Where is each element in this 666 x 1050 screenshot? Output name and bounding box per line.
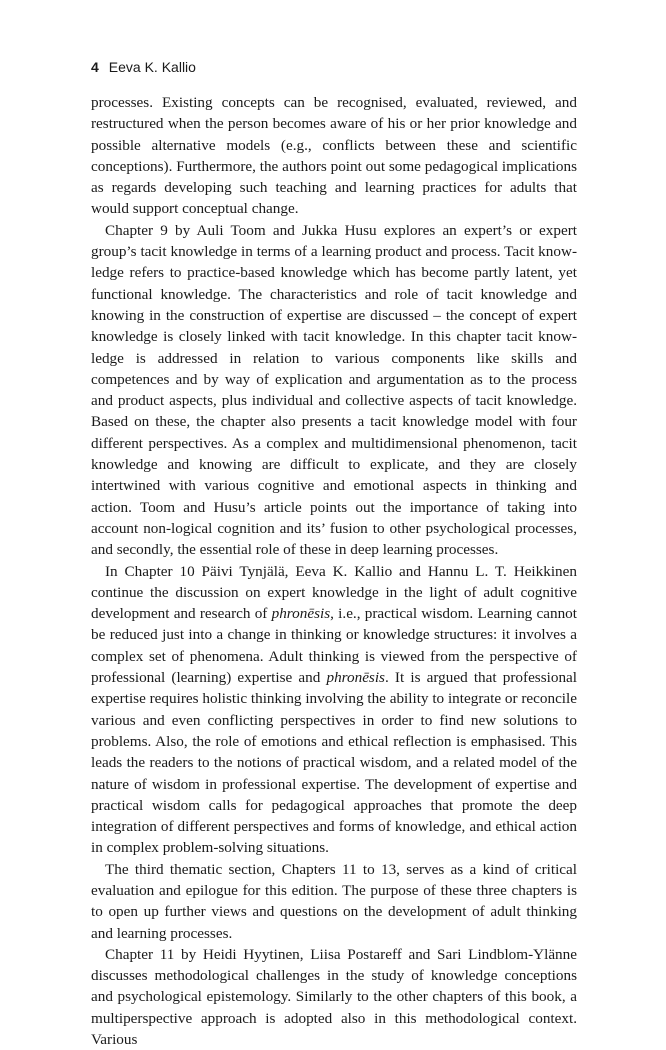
running-head: [91, 58, 196, 76]
running-title: Eeva K. Kallio: [108, 59, 196, 75]
term-phronesis: phronēsis: [271, 605, 331, 623]
paragraph-1: processes. Existing concepts can be recognised, evaluated, reviewed, and restructured when the person becomes aware of his or her prior knowledge and possible alternative models (e.g., conflicts between these and scientific conceptions). Furthermore, the authors point out some pedagogical implications as regards developing such teaching and learning practices for adults that would support conceptual change.: [91, 94, 577, 218]
paragraph-3-text-b: , i.e., practical wisdom. Learning cannot be reduced just into a change in thinking or knowledge structures: it involves a complex set of phenomena. Adult thinking is viewed from the perspective of professional (learning) expertise and: [91, 605, 577, 687]
paragraph-2: Chapter 9 by Auli Toom and Jukka Husu explores an expert’s or expert group’s tacit knowledge in terms of a learning product and process. Tacit knowledge refers to practice-based knowledge which has become partly latent, yet functional knowledge. The characteristics and role of tacit knowledge and knowing in the construction of expertise are discussed – the concept of expert knowledge is closely linked with tacit knowledge. In this chapter tacit knowledge is addressed in relation to various components like skills and competences and by way of explication and argumentation as to the process and product aspects, plus individual and collective aspects of tacit knowledge. Based on these, the chapter also presents a tacit knowledge model with four different perspectives. As a complex and multidimensional phenomenon, tacit knowledge and knowing are difficult to explicate, and they are closely intertwined with various cognitive and emotional aspects in thinking and action. Toom and Husu’s article points out the importance of taking into account non-logical cognition and its’ fusion to other psychological processes, and secondly, the essential role of these in deep learning processes.: [91, 221, 577, 559]
paragraph-5: Chapter 11 by Heidi Hyytinen, Liisa Postareff and Sari Lindblom-Ylänne discusses methodological challenges in the study of knowledge conceptions and psychological epistemology. Similarly to the other chapters of this book, a multiperspective approach is adopted also in this methodological context. Various: [91, 945, 577, 1049]
body-text: [91, 92, 577, 1050]
page-number: 4: [91, 59, 99, 75]
paragraph-4: The third thematic section, Chapters 11 to 13, serves as a kind of critical evaluation and epilogue for this edition. The purpose of these three chapters is to open up further views and questions on the development of adult thinking and learning processes.: [91, 860, 577, 942]
paragraph-3-text-c: . It is argued that professional expertise requires holistic thinking involving the ability to integrate or reconcile various and even conflicting perspectives in order to find new solutions to problems. Also, the role of emotions and ethical reflection is emphasised. This leads the readers to the notions of practical wisdom, and a related model of the nature of wisdom in professional expertise. The development of expertise and practical wisdom calls for pedagogical approaches that promote the deep integration of different perspectives and forms of knowledge, and ethical action in complex problem-solving situations.: [91, 669, 577, 857]
paragraph-3-text-a: In Chapter 10 Päivi Tynjälä, Eeva K. Kallio and Hannu L. T. Heikkinen continue the discussion on expert knowledge in the light of adult cognitive development and research of: [91, 562, 577, 623]
paragraph-3: [91, 561, 577, 859]
term-phronesis: phronēsis: [326, 669, 385, 687]
